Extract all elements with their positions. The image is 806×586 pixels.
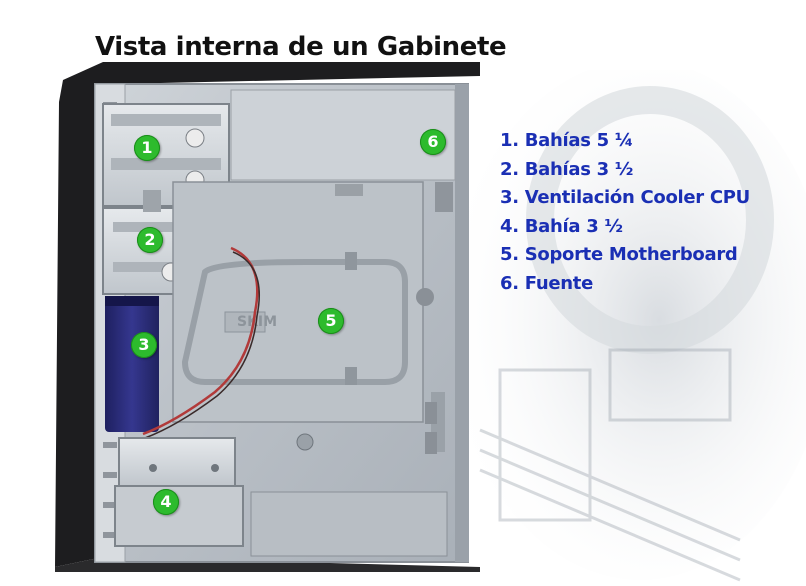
- legend-item-power-supply: 6. Fuente: [500, 272, 593, 294]
- marker-number: 4: [160, 492, 172, 511]
- diagram-title: Vista interna de un Gabinete: [95, 32, 507, 62]
- marker-number: 2: [144, 230, 156, 249]
- marker-3-cpu-cooler-vent: [131, 332, 157, 358]
- motherboard-tray: [173, 182, 423, 422]
- marker-1-bays-5-25: [134, 135, 160, 161]
- bay-3-5-bottom: [119, 438, 235, 486]
- legend-item-bay-3-5: 4. Bahía 3 ½: [500, 215, 623, 237]
- legend-item-bays-3-5: 2. Bahías 3 ½: [500, 158, 634, 180]
- cpu-fan-duct: [105, 296, 159, 432]
- marker-number: 3: [138, 335, 150, 354]
- chassis-stamp: SKIM: [237, 314, 278, 330]
- marker-4-bay-3-5: [153, 489, 179, 515]
- marker-5-motherboard-support: [318, 308, 344, 334]
- marker-number: 1: [141, 138, 153, 157]
- marker-number: 5: [325, 311, 337, 330]
- legend-item-bays-5-25: 1. Bahías 5 ¼: [500, 130, 634, 151]
- marker-number: 6: [427, 132, 439, 151]
- legend-list: [500, 127, 750, 298]
- marker-6-power-supply: [420, 129, 446, 155]
- marker-2-bays-3-5: [137, 227, 163, 253]
- case-illustration: [55, 62, 480, 572]
- legend-item-motherboard-support: 5. Soporte Motherboard: [500, 244, 738, 265]
- legend-item-cpu-cooler-vent: 3. Ventilación Cooler CPU: [500, 187, 750, 208]
